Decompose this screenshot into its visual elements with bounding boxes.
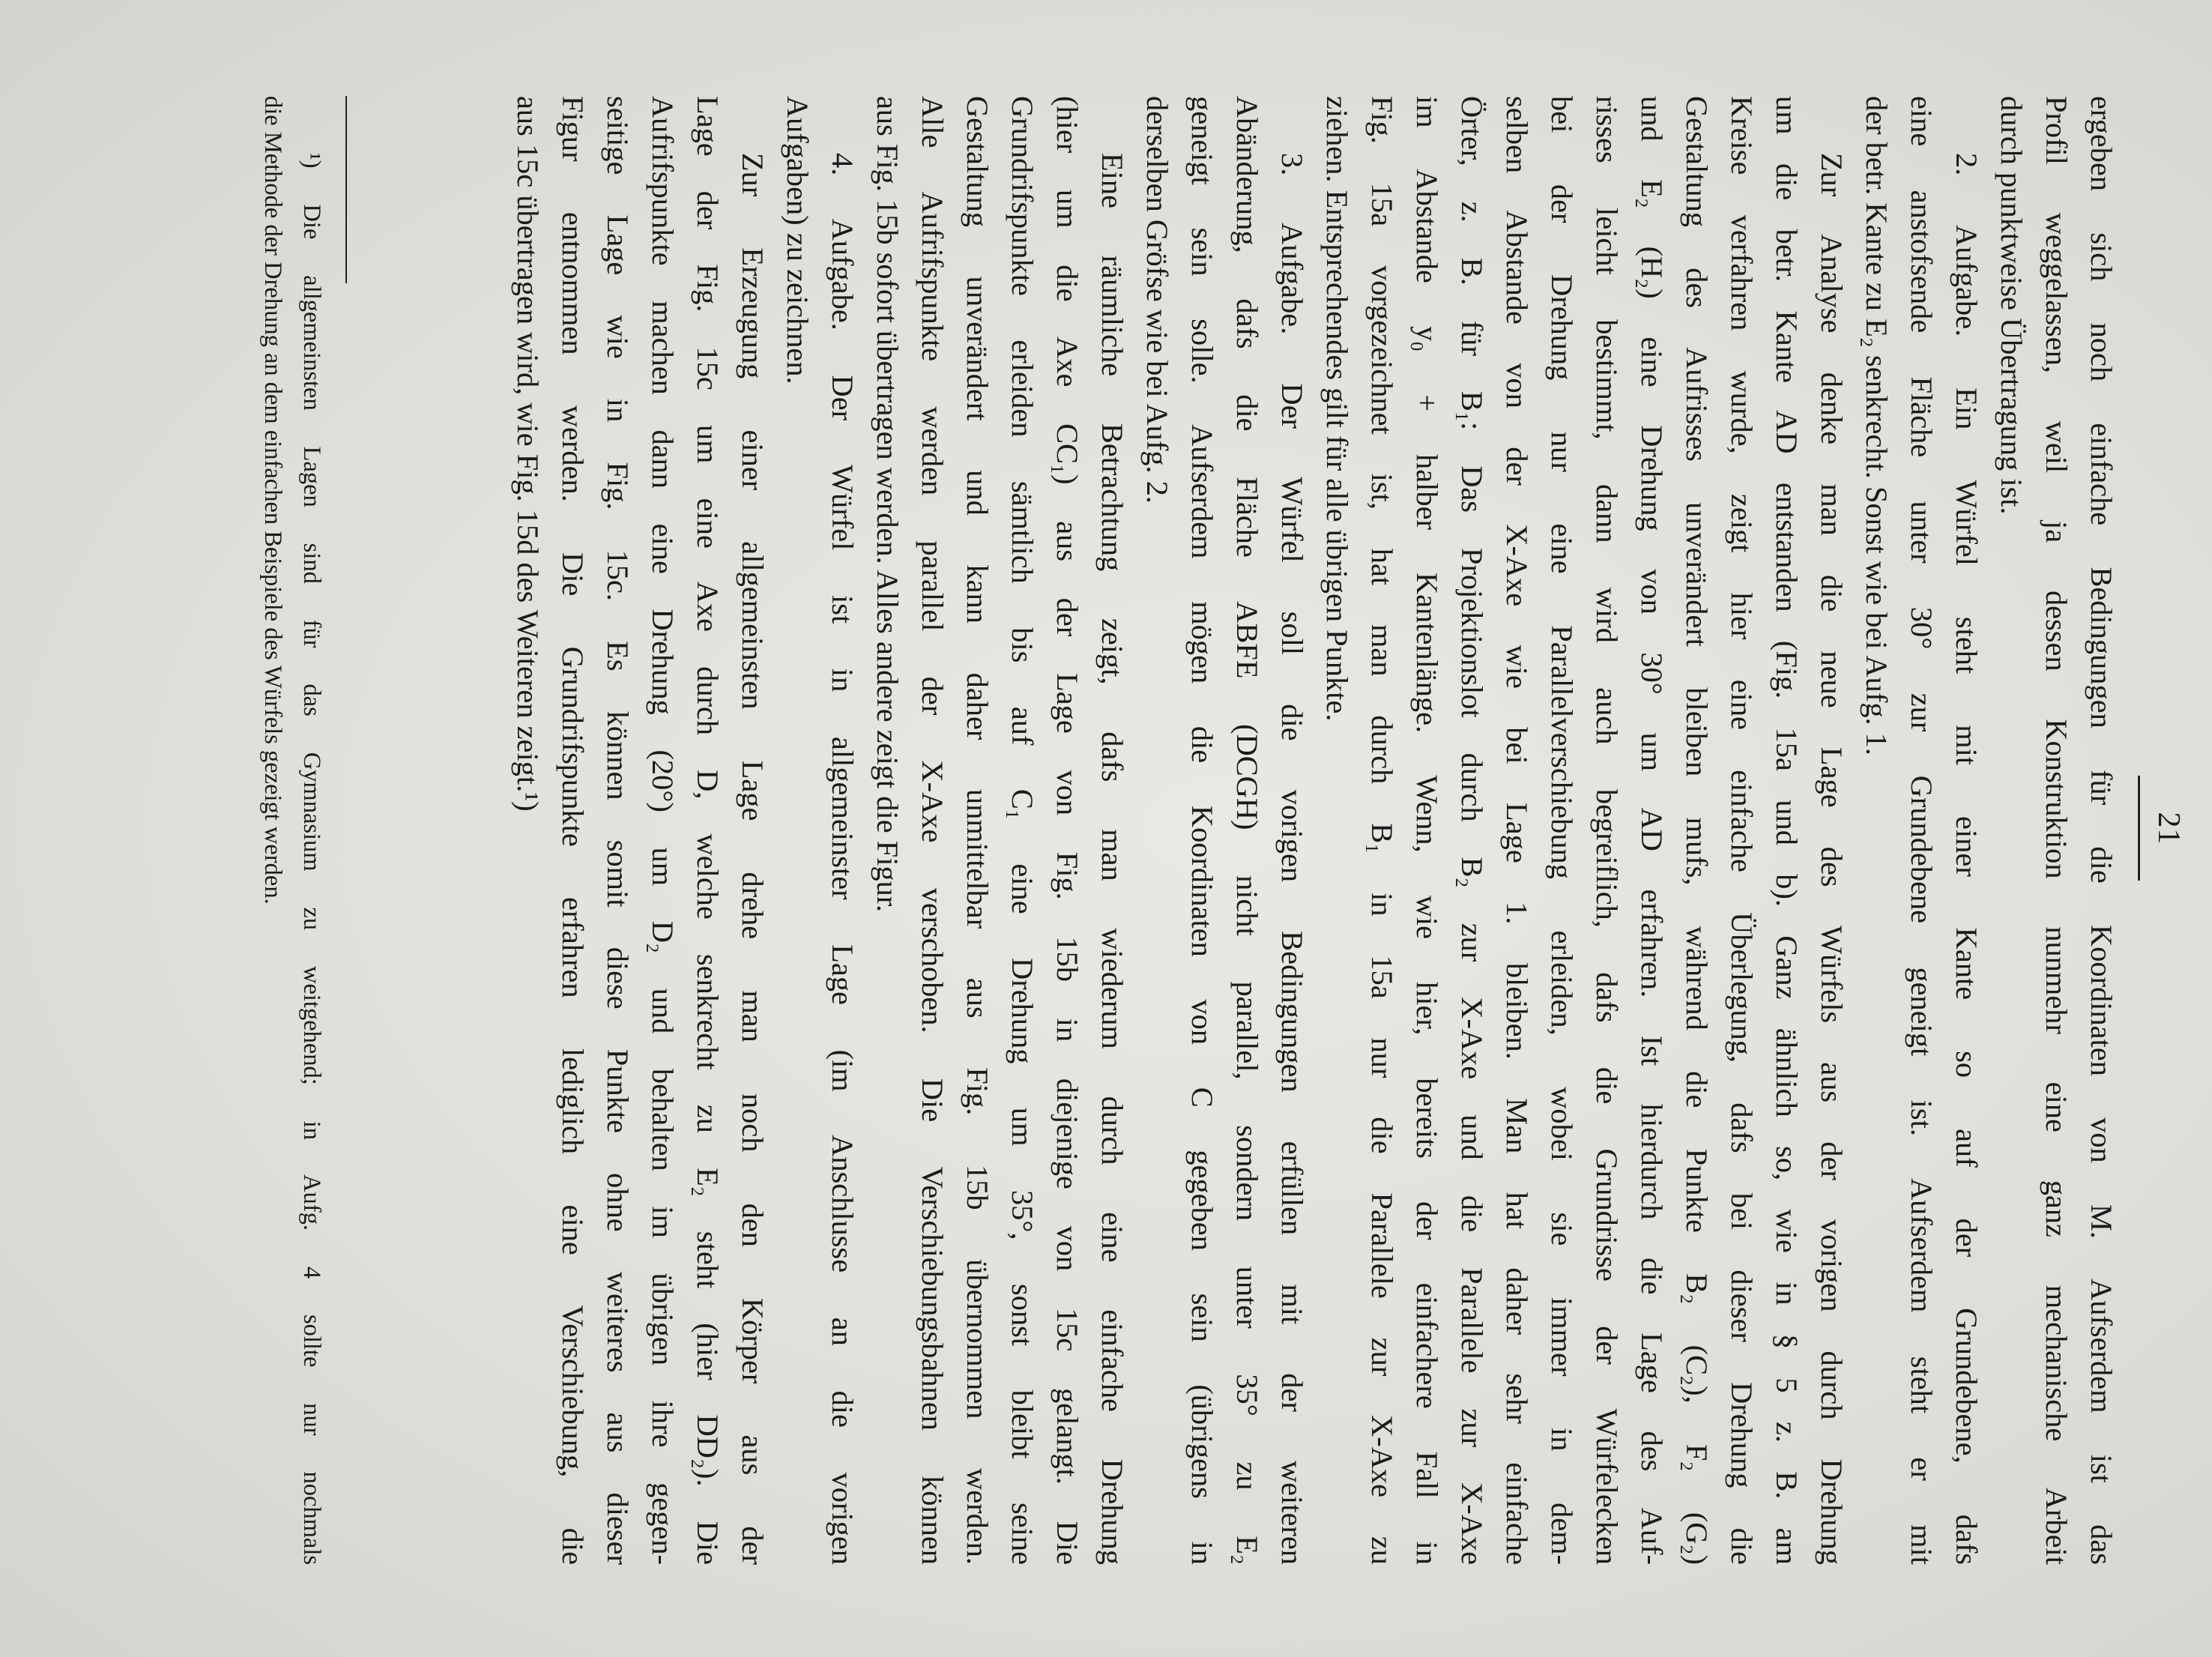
footnote-line: ¹) Die allgemeinsten Lagen sind für das Gymnasium zu weitgehend; in Aufg. 4 sollte nur nochmals (298, 153, 325, 1565)
text-line: geneigt sein solle. Aufserdem mögen die Koordinaten von C gegeben sein (übrigens in (1185, 96, 1219, 1565)
text-line: im Abstande y₀ + halber Kantenlänge. Wenn, wie hier, bereits der einfachere Fall in (1410, 96, 1444, 1565)
text-line: 4. Aufgabe. Der Würfel ist in allgemeinster Lage (im Anschlusse an die vorigen (826, 153, 859, 1565)
text-line: Zur Analyse denke man die neue Lage des Würfels aus der vorigen durch Drehung (1815, 153, 1849, 1565)
text-line: selben Abstande von der X-Axe wie bei Lage 1. bleiben. Man hat daher sehr einfache (1500, 96, 1534, 1565)
text-line: Abänderung, dafs die Fläche ABFE (DCGH) nicht parallel, sondern unter 35° zu E₂ (1230, 96, 1264, 1565)
text-line: um die betr. Kante AD entstanden (Fig. 15a und b). Ganz ähnlich so, wie in § 5 z. B. am (1770, 96, 1804, 1565)
text-line: Gestaltung unverändert und kann daher unmittelbar aus Fig. 15b übernommen werden. (961, 96, 994, 1565)
text-line: Figur entnommen werden. Die Grundrifspunkte erfahren lediglich eine Verschiebung, die (556, 96, 590, 1565)
text-line: Aufrifspunkte machen dann eine Drehung (20°) um D₂ und behalten im übrigen ihre gegen- (646, 96, 680, 1565)
text-line: risses leicht bestimmt, dann wird auch begreiflich, dafs die Grundrisse der Würfelecken (1590, 96, 1624, 1565)
footnote-rule (345, 96, 347, 283)
text-line: der betr. Kante zu E₂ senkrecht. Sonst wie bei Aufg. 1. (1860, 96, 1894, 756)
text-line: (hier um die Axe CC₁) aus der Lage von Fig. 15b in diejenige von 15c gelangt. Die (1051, 96, 1084, 1565)
text-line: Lage der Fig. 15c um eine Axe durch D, welche senkrecht zu E₂ steht (hier DD₂). Die (691, 96, 725, 1565)
footnote (253, 96, 331, 1565)
text-line: seitige Lage wie in Fig. 15c. Es können somit diese Punkte ohne weiteres aus dieser (601, 96, 635, 1565)
text-line: Fig. 15a vorgezeichnet ist, hat man durch B₁ in 15a nur die Parallele zur X-Axe zu (1365, 96, 1399, 1565)
text-line: Kreise verfahren wurde, zeigt hier eine einfache Überlegung, dafs bei dieser Drehung die (1725, 96, 1759, 1565)
text-line: Zur Erzeugung einer allgemeinsten Lage drehe man noch den Körper aus der (736, 153, 770, 1565)
text-line: derselben Gröfse wie bei Aufg. 2. (1140, 96, 1174, 504)
text-line: Grundrifspunkte erleiden sämtlich bis auf C₁ eine Drehung um 35°, sonst bleibt seine (1006, 96, 1039, 1565)
text-line: aus Fig. 15b sofort übertragen werden. Alles andere zeigt die Figur. (871, 96, 904, 913)
text-line: Aufgaben) zu zeichnen. (781, 96, 815, 384)
page-number-rule (2138, 776, 2140, 881)
text-line: ziehen. Entsprechendes gilt für alle übrigen Punkte. (1320, 96, 1354, 722)
text-line: 2. Aufgabe. Ein Würfel steht mit einer Kante so auf der Grundebene, dafs (1950, 153, 1983, 1565)
body-text (505, 96, 2124, 1565)
text-line: durch punktweise Übertragung ist. (1995, 96, 2028, 515)
footnote-line: die Methode der Drehung an dem einfachen Beispiele des Würfels gezeigt werden. (259, 96, 286, 905)
page-number: 21 (2151, 812, 2186, 845)
text-line: Profil weggelassen, weil ja dessen Konstruktion nunmehr eine ganz mechanische Arbeit (2040, 96, 2073, 1565)
text-line: 3. Aufgabe. Der Würfel soll die vorigen Bedingungen erfüllen mit der weiteren (1275, 153, 1309, 1565)
text-line: ergeben sich noch einfache Bedingungen für die Koordinaten von M. Aufserdem ist das (2085, 96, 2118, 1565)
text-line: bei der Drehung nur eine Parallelverschiebung erleiden, wobei sie immer in dem- (1545, 96, 1579, 1565)
text-line: Alle Aufrifspunkte werden parallel der X-Axe verschoben. Die Verschiebungsbahnen können (916, 96, 949, 1565)
text-line: Gestaltung des Aufrisses unverändert bleiben mufs, während die Punkte B₂ (C₂), F₂ (G₂) (1680, 96, 1714, 1565)
text-line: eine anstofsende Fläche unter 30° zur Grundebene geneigt ist. Aufserdem steht er mit (1905, 96, 1938, 1565)
text-line: und E₂ (H₂) eine Drehung von 30° um AD erfahren. Ist hierdurch die Lage des Auf- (1635, 96, 1669, 1565)
text-line: Örter, z. B. für B₁: Das Projektionslot durch B₂ zur X-Axe und die Parallele zur X-Axe (1455, 96, 1489, 1565)
text-line: Eine räumliche Betrachtung zeigt, dafs man wiederum durch eine einfache Drehung (1096, 153, 1129, 1565)
text-line: aus 15c übertragen wird, wie Fig. 15d des Weiteren zeigt.¹) (511, 96, 545, 812)
